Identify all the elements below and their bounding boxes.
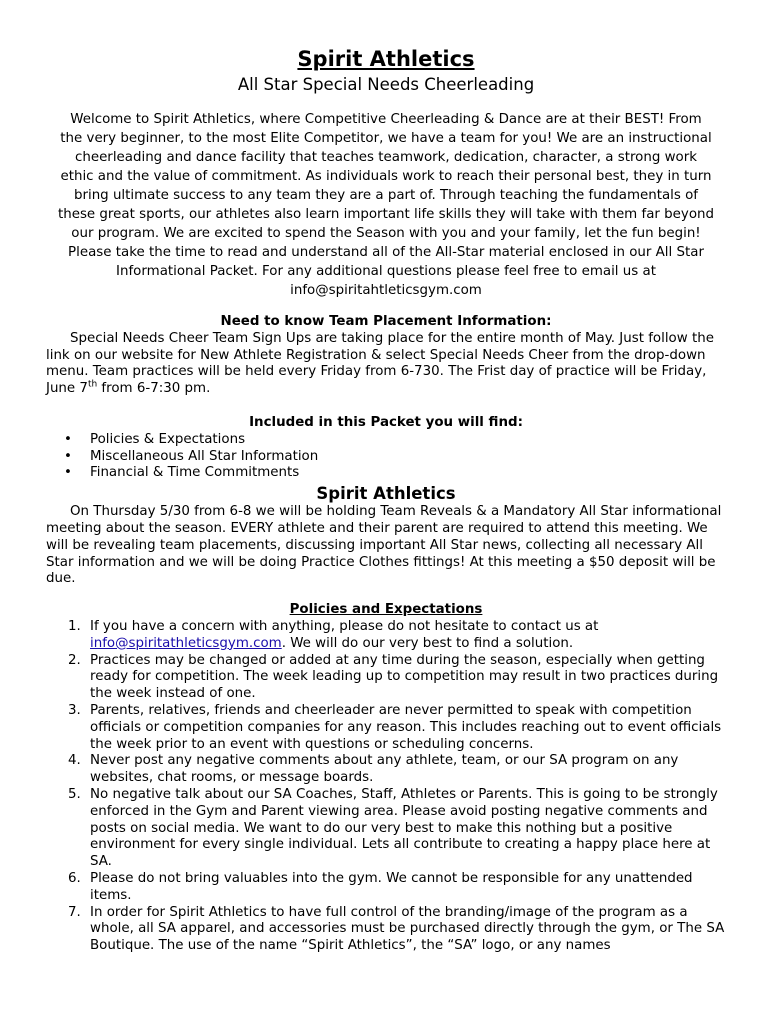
placement-heading: Need to know Team Placement Information: [220, 314, 552, 329]
list-item: • Miscellaneous All Star Information [90, 449, 726, 466]
placement-paragraph [46, 331, 726, 398]
item-number: 2. [68, 652, 81, 668]
list-item [68, 904, 726, 955]
policies-list [46, 619, 726, 955]
welcome-line: ethic and the value of commitment. As individuals work to reach their personal best, they in turn [60, 169, 712, 184]
item-text: Practices may be changed or added at any time during the season, especially when getting ready for competition. The week leading up to competition may result in two practices during the week instead of one. [90, 652, 719, 702]
welcome-line: these great sports, our athletes also learn important life skills they will take with them far beyond [57, 207, 715, 222]
packet-list [46, 432, 726, 482]
item-text: In order for Spirit Athletics to have full control of the branding/image of the program as a whole, all SA apparel, and accessories must be purchased directly through the gym, or The SA Boutique. The use of the name “Spirit Athletics”, the “SA” logo, or any names [90, 904, 725, 954]
list-item: • Policies & Expectations [90, 432, 726, 449]
item-text: . We will do our very best to find a solution. [281, 635, 574, 651]
item-text: If you have a concern with anything, please do not hesitate to contact us at [90, 618, 599, 634]
item-number: 7. [68, 904, 81, 920]
placement-text-end: from 6-7:30 pm. [97, 381, 211, 397]
welcome-line: the very beginner, to the most Elite Competitor, we have a team for you! We are an instructional [60, 131, 712, 146]
welcome-line: Please take the time to read and understand all of the All-Star material enclosed in our All Star [68, 245, 704, 260]
list-item [68, 786, 726, 871]
list-item [68, 702, 726, 753]
list-item [68, 618, 726, 653]
item-text: Please do not bring valuables into the gym. We cannot be responsible for any unattended items. [90, 870, 693, 903]
list-item [68, 870, 726, 905]
item-text: Parents, relatives, friends and cheerleader are never permitted to speak with competition officials or competition companies for any reason. This includes reaching out to event officials the week prior to an event with questions or scheduling concerns. [90, 702, 722, 752]
welcome-line: Welcome to Spirit Athletics, where Competitive Cheerleading & Dance are at their BEST! From [70, 112, 702, 127]
welcome-paragraph [46, 110, 726, 300]
item-number: 3. [68, 702, 81, 718]
item-number: 5. [68, 786, 81, 802]
email-link[interactable]: info@spiritathleticsgym.com [90, 635, 282, 651]
ordinal-suffix: th [87, 379, 98, 390]
item-number: 4. [68, 753, 81, 769]
list-item [68, 753, 726, 787]
welcome-email: info@spiritahtleticsgym.com [290, 283, 482, 298]
section-title: Spirit Athletics [316, 484, 456, 504]
page-subtitle: All Star Special Needs Cheerleading [237, 75, 535, 94]
document-page [46, 46, 726, 955]
list-item [68, 652, 726, 703]
policies-heading: Policies and Expectations [289, 602, 483, 618]
welcome-line: Informational Packet. For any additional questions please feel free to email us at [116, 264, 656, 279]
welcome-line: bring ultimate success to any team they are a part of. Through teaching the fundamentals of [73, 188, 699, 203]
placement-text: Special Needs Cheer Team Sign Ups are taking place for the entire month of May. Just follow the link on our website for New Athlete Registration & select Special Needs Cheer from the drop-down menu. Team practices will be held every Friday from 6-730. The Frist day of practice will be Friday, June 7 [46, 330, 714, 397]
welcome-line: our program. We are excited to spend the Season with you and your family, let the fun begin! [71, 226, 701, 241]
item-text: Never post any negative comments about any athlete, team, or our SA program on any websites, chat rooms, or message boards. [90, 753, 679, 786]
meeting-paragraph: On Thursday 5/30 from 6-8 we will be holding Team Reveals & a Mandatory All Star informational meeting about the season. EVERY athlete and their parent are required to attend this meeting. We will be revealing team placements, discussing important All Star news, collecting all necessary All Star information and we will be doing Practice Clothes fittings! At this meeting a $50 deposit will be due. [46, 504, 722, 587]
list-item: • Financial & Time Commitments [90, 465, 726, 482]
page-title: Spirit Athletics [297, 47, 475, 71]
item-number: 6. [68, 870, 81, 886]
item-text: No negative talk about our SA Coaches, Staff, Athletes or Parents. This is going to be strongly enforced in the Gym and Parent viewing area. Please avoid posting negative comments and posts on social media. We want to do our very best to make this nothing but a positive environment for every single individual. Lets all contribute to creating a happy place here at SA. [90, 786, 718, 870]
item-number: 1. [68, 618, 81, 634]
welcome-line: cheerleading and dance facility that teaches teamwork, dedication, character, a strong work [74, 150, 698, 165]
packet-heading: Included in this Packet you will find: [249, 414, 523, 430]
